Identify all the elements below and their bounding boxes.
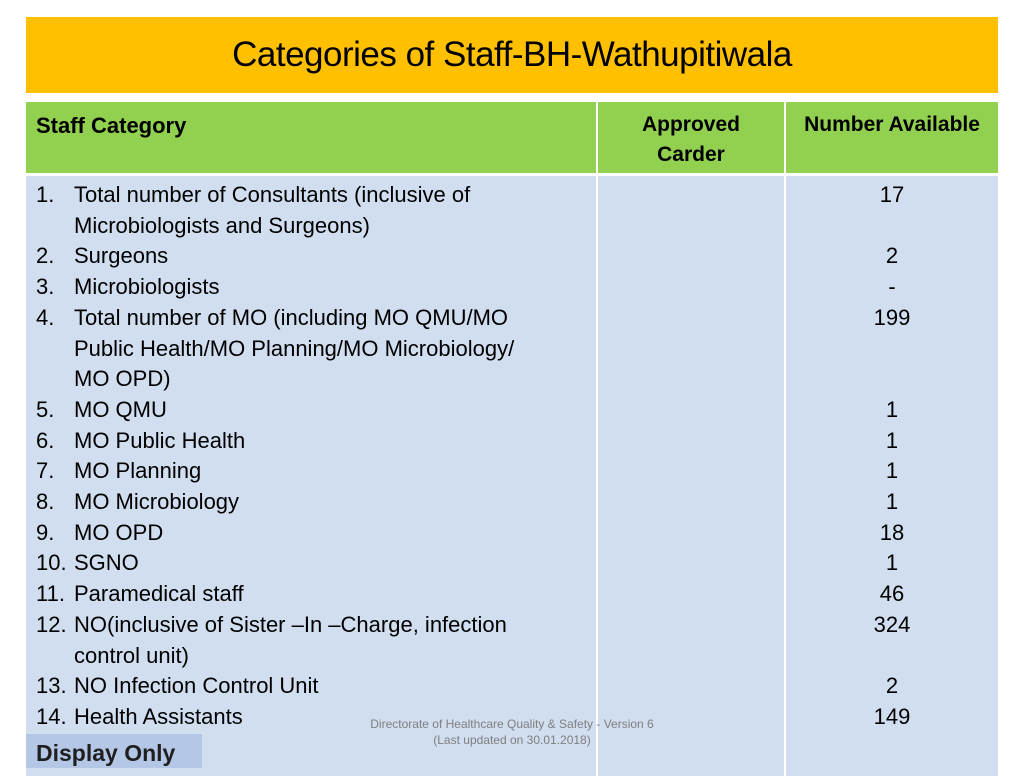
header-approved-line2: Carder [657, 143, 725, 166]
row-number: 6. [36, 427, 55, 453]
row-number: 10. [36, 550, 67, 576]
row-available-value: 149 [873, 703, 911, 729]
header-number-available: Number Available [786, 102, 998, 173]
row-available-value: 1 [885, 396, 899, 422]
row-number: 4. [36, 304, 55, 330]
footer-line1: Directorate of Healthcare Quality & Safety - Version 6 [370, 717, 654, 731]
row-label: SGNO [74, 550, 139, 576]
table-row [36, 426, 544, 457]
row-available-value: 1 [885, 550, 899, 576]
row-available-value: 1 [885, 458, 899, 484]
row-available-value: 2 [885, 243, 899, 269]
table-row [36, 610, 544, 671]
row-number: 13. [36, 673, 67, 699]
footer-line2: (Last updated on 30.01.2018) [433, 733, 591, 747]
footer [340, 716, 684, 748]
page-title: Categories of Staff-BH-Wathupitiwala [232, 35, 792, 74]
row-available-value: - [888, 274, 896, 300]
row-label: MO OPD [74, 519, 164, 545]
table-row [36, 272, 544, 303]
row-label: Total number of Consultants (inclusive of Microbiologists and Surgeons) [74, 182, 471, 238]
row-available-value: 17 [879, 182, 905, 207]
table-row [36, 518, 544, 549]
table-row [36, 395, 544, 426]
row-label: Surgeons [74, 243, 169, 269]
row-label: Health Assistants [74, 703, 243, 729]
row-number: 3. [36, 274, 55, 300]
row-number: 8. [36, 489, 55, 515]
row-number: 9. [36, 519, 55, 545]
table-row [36, 487, 544, 518]
header-staff-category: Staff Category [26, 102, 596, 173]
row-label: Paramedical staff [74, 581, 244, 607]
row-label: NO Infection Control Unit [74, 673, 319, 699]
row-available-value: 2 [885, 673, 899, 699]
display-only-badge: Display Only [26, 734, 202, 768]
approved-column-cell [598, 176, 784, 776]
table-row [36, 548, 544, 579]
row-number: 2. [36, 243, 55, 269]
table-row [36, 241, 544, 272]
row-number: 11. [36, 581, 65, 607]
header-approved-carder [598, 102, 784, 173]
row-number: 7. [36, 458, 55, 484]
row-available-value: 199 [873, 304, 911, 330]
table-row [36, 579, 544, 610]
row-label: MO Public Health [74, 427, 246, 453]
row-available-value: 324 [873, 611, 911, 637]
row-number: 14. [36, 703, 67, 729]
title-banner [26, 17, 998, 93]
header-approved-line1: Approved [641, 113, 740, 136]
row-number: 12. [36, 611, 67, 637]
row-label: Microbiologists [74, 274, 220, 300]
staff-category-list [36, 180, 544, 733]
row-label: MO Planning [74, 458, 202, 484]
row-available-value: 1 [885, 427, 899, 453]
row-label: MO Microbiology [74, 489, 240, 515]
table-row [36, 456, 544, 487]
row-number: 5. [36, 396, 55, 422]
row-available-value: 18 [879, 519, 905, 545]
row-available-value: 1 [885, 488, 899, 514]
table-row [36, 303, 544, 395]
number-available-list [786, 180, 998, 732]
table-row [36, 180, 544, 241]
row-label: Total number of MO (including MO QMU/MO Public Health/MO Planning/MO Microbiology/ MO OPD) [74, 304, 515, 392]
row-number: 1. [36, 182, 55, 207]
table-row [36, 671, 544, 702]
row-available-value: 46 [879, 580, 905, 606]
row-label: MO QMU [74, 396, 167, 422]
row-label: NO(inclusive of Sister –In –Charge, infection control unit) [74, 611, 507, 668]
